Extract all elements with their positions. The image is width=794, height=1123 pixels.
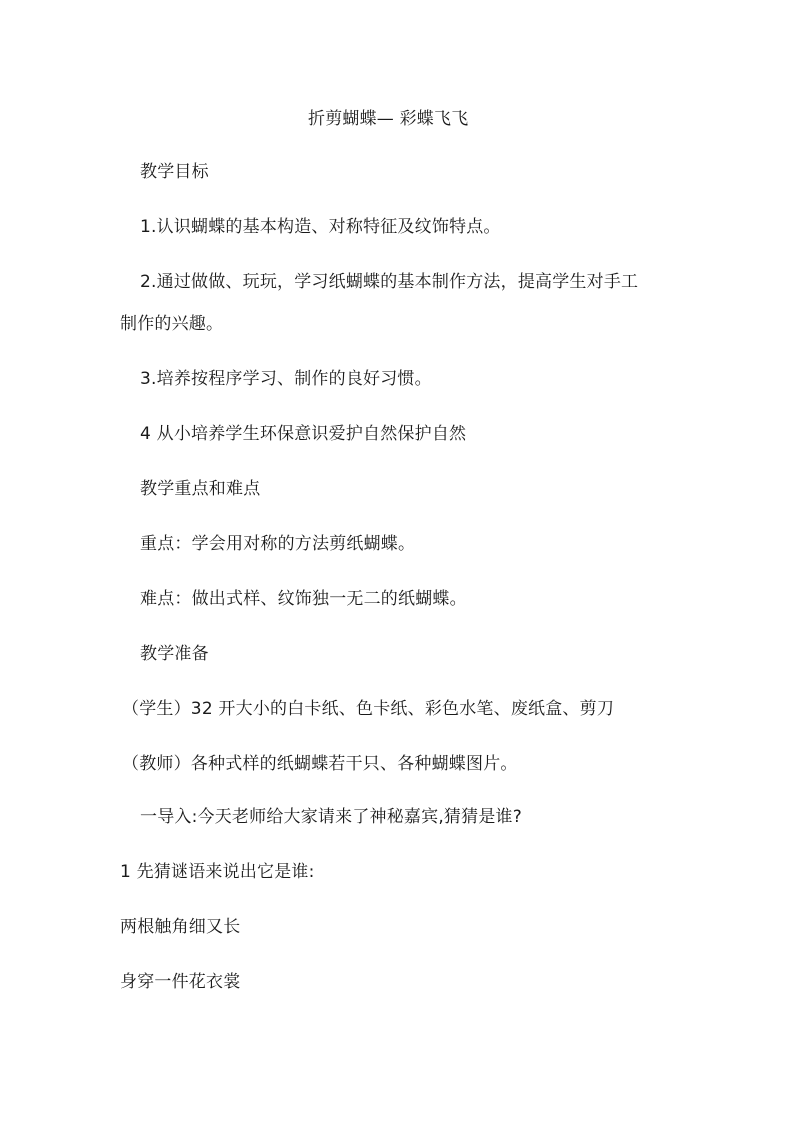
riddle-line-2: 身穿一件花衣裳 xyxy=(120,972,241,992)
student-materials: （学生）32 开大小的白卡纸、色卡纸、彩色水笔、废纸盒、剪刀 xyxy=(122,699,615,719)
objective-3: 3.培养按程序学习、制作的良好习惯。 xyxy=(140,369,432,389)
objective-4: 4 从小培养学生环保意识爱护自然保护自然 xyxy=(140,424,467,444)
key-point: 重点：学会用对称的方法剪纸蝴蝶。 xyxy=(140,534,416,554)
difficult-point: 难点：做出式样、纹饰独一无二的纸蝴蝶。 xyxy=(140,589,467,609)
section-heading-preparation: 教学准备 xyxy=(140,644,209,664)
document-title: 折剪蝴蝶— 彩蝶飞飞 xyxy=(308,109,469,129)
objective-2-continued: 制作的兴趣。 xyxy=(120,314,224,334)
riddle-line-1: 两根触角细又长 xyxy=(120,917,241,937)
section-heading-objectives: 教学目标 xyxy=(140,162,209,182)
objective-1: 1.认识蝴蝶的基本构造、对称特征及纹饰特点。 xyxy=(140,217,501,237)
section-heading-key-points: 教学重点和难点 xyxy=(140,479,261,499)
riddle-instruction: 1 先猜谜语来说出它是谁: xyxy=(120,862,315,882)
teacher-materials: （教师）各种式样的纸蝴蝶若干只、各种蝴蝶图片。 xyxy=(122,754,518,774)
objective-2: 2.通过做做、玩玩，学习纸蝴蝶的基本制作方法，提高学生对手工 xyxy=(140,272,639,292)
intro-paragraph: 一导入:今天老师给大家请来了神秘嘉宾,猜猜是谁? xyxy=(140,807,522,827)
